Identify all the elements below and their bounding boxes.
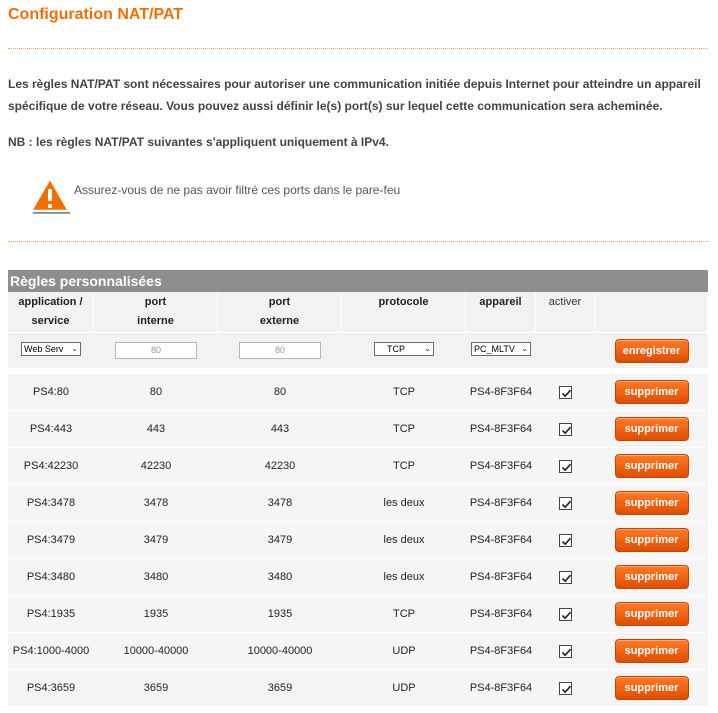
rule-internal-port: 10000-40000 [94, 633, 218, 670]
header-text: externe [259, 315, 300, 327]
rule-protocol: TCP [342, 411, 466, 448]
rule-active [536, 559, 595, 596]
rule-protocol: TCP [342, 448, 466, 485]
delete-button[interactable]: supprimer [615, 491, 689, 515]
check-icon [560, 572, 573, 585]
rule-external-port: 3659 [218, 670, 342, 707]
table-row [8, 633, 708, 670]
rule-device: PS4-8F3F64 [466, 485, 536, 522]
rule-internal-port: 443 [94, 411, 218, 448]
rule-internal-port: 3659 [94, 670, 218, 707]
delete-button[interactable]: supprimer [615, 528, 689, 552]
rule-device: PS4-8F3F64 [466, 559, 536, 596]
header-text: service [31, 315, 70, 327]
page-title: Configuration NAT/PAT [8, 6, 184, 23]
active-checkbox[interactable] [559, 608, 572, 621]
table-row [8, 522, 708, 559]
rule-internal-port: 80 [94, 374, 218, 411]
rule-device: PS4-8F3F64 [466, 633, 536, 670]
delete-button[interactable]: supprimer [615, 380, 689, 404]
active-checkbox[interactable] [559, 571, 572, 584]
warning-triangle-icon [28, 176, 72, 221]
delete-button[interactable]: supprimer [615, 417, 689, 441]
check-icon [560, 461, 573, 474]
table-row [8, 448, 708, 485]
delete-button[interactable]: supprimer [615, 639, 689, 663]
intro-text [8, 73, 708, 117]
chevron-down-icon: ⌄ [71, 344, 78, 353]
delete-button[interactable]: supprimer [615, 454, 689, 478]
rule-external-port: 3480 [218, 559, 342, 596]
external-port-input[interactable]: 80 [239, 342, 321, 359]
protocol-select-value: TCP [387, 344, 405, 354]
intro-line-1: Les règles NAT/PAT sont nécessaires pour autoriser une communication initiée depuis Internet pour atteindre un appareil [8, 77, 701, 91]
header-text: port [144, 296, 167, 308]
service-select-value: Web Serv [24, 344, 64, 354]
table-row [8, 485, 708, 522]
ipv4-note: NB : les règles NAT/PAT suivantes s'appliquent uniquement à IPv4. [8, 135, 389, 149]
rule-external-port: 80 [218, 374, 342, 411]
table-row [8, 670, 708, 707]
intro-line-2: spécifique de votre réseau. Vous pouvez aussi définir le(s) port(s) sur lequel cette communication sera acheminée. [8, 99, 663, 113]
active-checkbox[interactable] [559, 460, 572, 473]
service-select[interactable] [21, 342, 81, 356]
table-row [8, 559, 708, 596]
rule-service: PS4:3478 [8, 485, 94, 522]
rule-protocol: TCP [342, 596, 466, 633]
rule-device: PS4-8F3F64 [466, 596, 536, 633]
col-header-external-port [218, 292, 342, 332]
active-checkbox[interactable] [559, 497, 572, 510]
header-text: port [268, 296, 291, 308]
table-header-row [8, 292, 708, 332]
delete-button[interactable]: supprimer [615, 565, 689, 589]
section-title: Règles personnalisées [8, 270, 708, 292]
check-icon [560, 498, 573, 511]
rule-service: PS4:3659 [8, 670, 94, 707]
rule-service: PS4:80 [8, 374, 94, 411]
rule-active [536, 633, 595, 670]
rule-service: PS4:3480 [8, 559, 94, 596]
check-icon [560, 646, 573, 659]
firewall-warning [28, 176, 400, 218]
check-icon [560, 535, 573, 548]
rule-service: PS4:1000-4000 [8, 633, 94, 670]
active-checkbox[interactable] [559, 386, 572, 399]
check-icon [560, 424, 573, 437]
divider [8, 48, 708, 49]
rule-active [536, 374, 595, 411]
active-checkbox[interactable] [559, 645, 572, 658]
rule-external-port: 42230 [218, 448, 342, 485]
rule-device: PS4-8F3F64 [466, 411, 536, 448]
rule-external-port: 1935 [218, 596, 342, 633]
active-checkbox[interactable] [559, 534, 572, 547]
rule-protocol: UDP [342, 670, 466, 707]
rule-internal-port: 3478 [94, 485, 218, 522]
rule-device: PS4-8F3F64 [466, 670, 536, 707]
protocol-select[interactable] [374, 342, 434, 356]
col-header-service [8, 292, 94, 332]
rule-service: PS4:42230 [8, 448, 94, 485]
rule-device: PS4-8F3F64 [466, 374, 536, 411]
check-icon [560, 609, 573, 622]
rule-device: PS4-8F3F64 [466, 522, 536, 559]
rule-internal-port: 3480 [94, 559, 218, 596]
table-row [8, 596, 708, 633]
col-header-active: activer [536, 292, 595, 332]
delete-button[interactable]: supprimer [615, 602, 689, 626]
check-icon [560, 387, 573, 400]
rule-external-port: 10000-40000 [218, 633, 342, 670]
rule-external-port: 3478 [218, 485, 342, 522]
divider [8, 241, 708, 242]
col-header-actions [595, 292, 708, 332]
rule-active [536, 522, 595, 559]
rule-external-port: 443 [218, 411, 342, 448]
col-header-internal-port [94, 292, 218, 332]
delete-button[interactable]: supprimer [615, 676, 689, 700]
table-row [8, 411, 708, 448]
check-icon [560, 683, 573, 696]
header-text: application / [18, 296, 83, 308]
chevron-down-icon: ⌄ [424, 344, 431, 353]
rule-internal-port: 1935 [94, 596, 218, 633]
table-row [8, 374, 708, 411]
rule-protocol: les deux [342, 559, 466, 596]
rule-service: PS4:3479 [8, 522, 94, 559]
col-header-device: appareil [466, 292, 536, 332]
rule-active [536, 596, 595, 633]
active-checkbox[interactable] [559, 682, 572, 695]
rule-active [536, 448, 595, 485]
col-header-protocol: protocole [342, 292, 466, 332]
active-checkbox[interactable] [559, 423, 572, 436]
rule-protocol: TCP [342, 374, 466, 411]
internal-port-input[interactable]: 80 [115, 342, 197, 359]
nat-rules-table [8, 292, 708, 707]
rule-internal-port: 3479 [94, 522, 218, 559]
rule-protocol: UDP [342, 633, 466, 670]
rule-service: PS4:443 [8, 411, 94, 448]
rule-active [536, 411, 595, 448]
rule-protocol: les deux [342, 522, 466, 559]
rule-protocol: les deux [342, 485, 466, 522]
device-select[interactable] [471, 342, 531, 356]
device-select-value: PC_MLTV [474, 344, 515, 354]
rule-device: PS4-8F3F64 [466, 448, 536, 485]
rule-external-port: 3479 [218, 522, 342, 559]
warning-message: Assurez-vous de ne pas avoir filtré ces ports dans le pare-feu [74, 183, 401, 197]
chevron-down-icon: ⌄ [521, 344, 528, 353]
rule-active [536, 485, 595, 522]
rule-service: PS4:1935 [8, 596, 94, 633]
save-button[interactable]: enregistrer [615, 339, 689, 363]
rule-internal-port: 42230 [94, 448, 218, 485]
header-text: interne [137, 315, 174, 327]
rule-active [536, 670, 595, 707]
new-rule-row [8, 332, 708, 368]
